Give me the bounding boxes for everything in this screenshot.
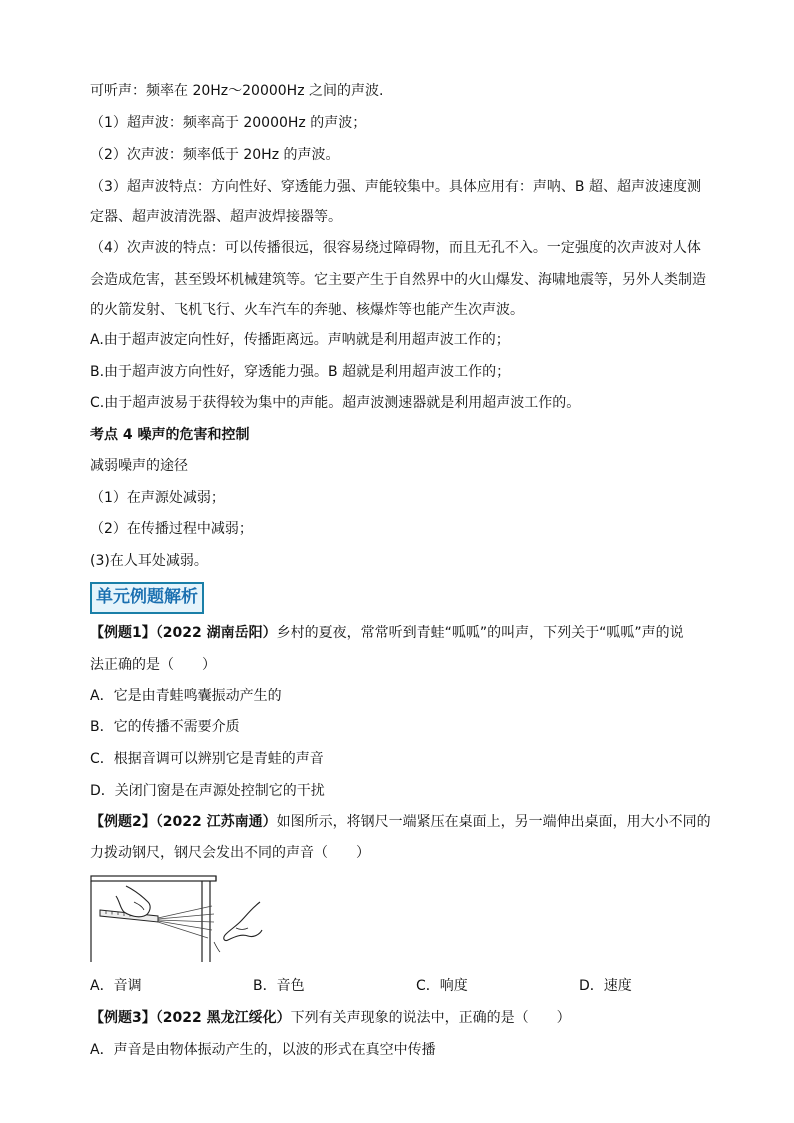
example-2-stem-cont: 力拨动钢尺，钢尺会发出不同的声音（ ）: [90, 845, 370, 861]
text-line: 的火箭发射、飞机飞行、火车汽车的奔驰、核爆炸等也能产生次声波。: [90, 302, 524, 318]
example-1-tag: 【例题1】（2022 湖南岳阳）: [90, 625, 277, 641]
example-1-option-c: C．根据音调可以辨别它是青蛙的声音: [90, 751, 324, 767]
example-2-option-a: A．音调: [90, 978, 142, 994]
example-1-stem-cont: 法正确的是（ ）: [90, 657, 216, 673]
ruler-figure: [90, 872, 264, 964]
text-line: （2）次声波：频率低于 20Hz 的声波。: [90, 147, 340, 163]
text-line: （3）超声波特点：方向性好、穿透能力强、声能较集中。具体应用有：声呐、B 超、超声波速度测: [90, 179, 701, 195]
example-2-option-b: B．音色: [253, 978, 305, 994]
text-line: 减弱噪声的途径: [90, 458, 188, 474]
unit-example-heading: 单元例题解析: [90, 582, 204, 614]
example-3-tag: 【例题3】（2022 黑龙江绥化）: [90, 1010, 291, 1026]
text-line: （1）在声源处减弱；: [90, 490, 225, 506]
example-2-tag: 【例题2】（2022 江苏南通）: [90, 814, 277, 830]
example-2-option-c: C．响度: [416, 978, 468, 994]
example-1-option-b: B．它的传播不需要介质: [90, 719, 240, 735]
example-3-stem: [90, 1008, 571, 1028]
text-line: 会造成危害，甚至毁坏机械建筑等。它主要产生于自然界中的火山爆发、海啸地震等，另外人类制造: [90, 272, 706, 288]
example-2-stem: [90, 812, 711, 832]
example-2-text: 如图所示，将钢尺一端紧压在桌面上，另一端伸出桌面，用大小不同的: [276, 814, 711, 830]
section-heading: 考点 4 噪声的危害和控制: [90, 427, 250, 443]
text-line: （4）次声波的特点：可以传播很远，很容易绕过障碍物，而且无孔不入。一定强度的次声波对人体: [90, 240, 701, 256]
text-line: A.由于超声波定向性好，传播距离远。声呐就是利用超声波工作的；: [90, 332, 510, 348]
example-2-option-d: D．速度: [579, 978, 632, 994]
example-1-text: 乡村的夏夜，常常听到青蛙“呱呱”的叫声，下列关于“呱呱”声的说: [276, 625, 684, 641]
example-3-option-a: A．声音是由物体振动产生的，以波的形式在真空中传播: [90, 1042, 436, 1058]
text-line: (3)在人耳处减弱。: [90, 553, 208, 569]
text-line: C.由于超声波易于获得较为集中的声能。超声波测速器就是利用超声波工作的。: [90, 395, 581, 411]
example-1-stem: [90, 623, 684, 643]
example-3-text: 下列有关声现象的说法中，正确的是（ ）: [290, 1010, 571, 1026]
example-1-option-a: A．它是由青蛙鸣囊振动产生的: [90, 688, 282, 704]
text-line: （2）在传播过程中减弱；: [90, 521, 253, 537]
text-line: 可听声：频率在 20Hz～20000Hz 之间的声波.: [90, 83, 384, 99]
text-line: B.由于超声波方向性好，穿透能力强。B 超就是利用超声波工作的；: [90, 364, 511, 380]
text-line: （1）超声波：频率高于 20000Hz 的声波；: [90, 115, 367, 131]
text-line: 定器、超声波清洗器、超声波焊接器等。: [90, 209, 342, 225]
example-1-option-d: D．关闭门窗是在声源处控制它的干扰: [90, 783, 325, 799]
